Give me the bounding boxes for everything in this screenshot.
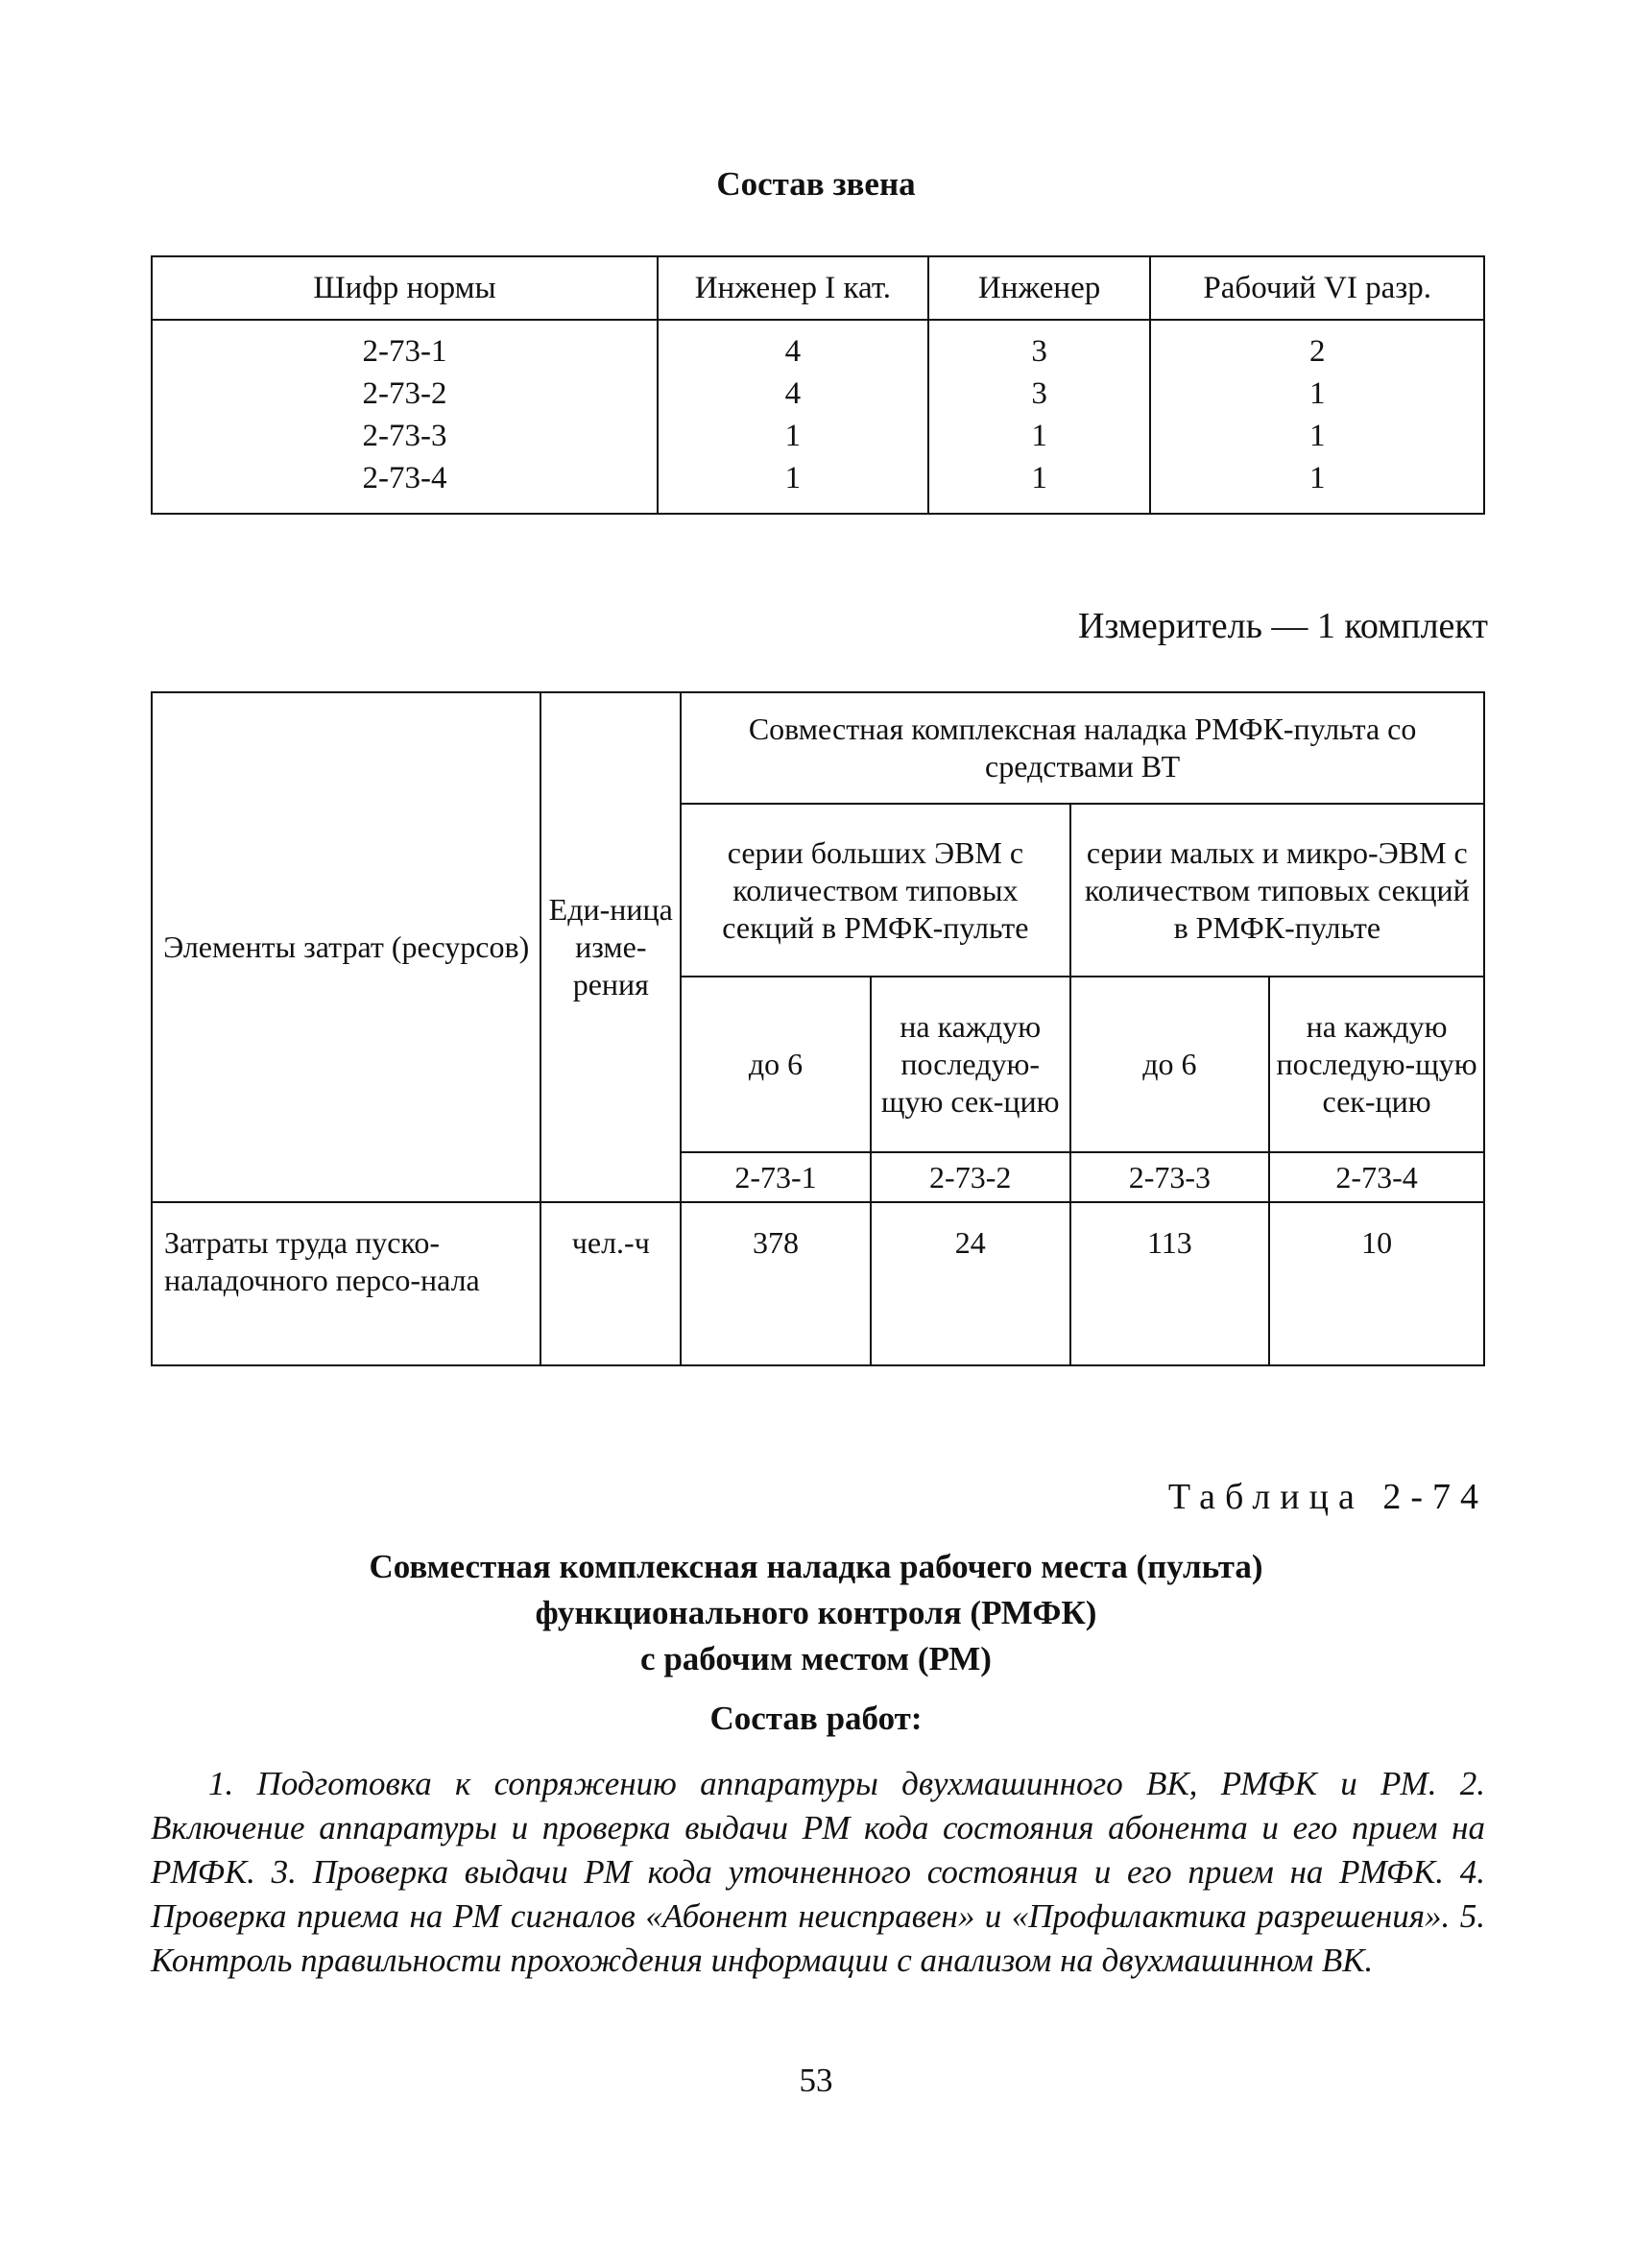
crew-value: 1 bbox=[784, 419, 802, 453]
table-number: Таблица 2-74 bbox=[1167, 1477, 1488, 1517]
crew-value: 1 bbox=[1031, 419, 1047, 453]
works-description: 1. Подготовка к сопряжению аппаратуры двухмашинного ВК, РМФК и РМ. 2. Включение аппаратуры и проверка выдачи РМ кода состояния абонента и его прием на РМФК. 3. Проверка выдачи РМ кода уточненного состояния и его прием на РМФК. 4. Проверка приема на РМ сигналов «Абонент неисправен» и «Профилактика разрешения». 5. Контроль правильности прохождения информации с анализом на двухмашинном ВК. bbox=[151, 1765, 1485, 1979]
crew-engineer-1-column bbox=[658, 320, 928, 514]
crew-value: 1 bbox=[784, 461, 802, 495]
crew-code: 2-73-2 bbox=[362, 376, 447, 411]
table-title-line: с рабочим местом (РМ) bbox=[640, 1640, 992, 1677]
cost-table bbox=[151, 691, 1485, 1366]
cost-code: 2-73-1 bbox=[681, 1152, 871, 1202]
crew-value: 3 bbox=[1031, 334, 1047, 369]
page-number: 53 bbox=[799, 2062, 833, 2099]
cost-subheader-each-next: на каждую последую-щую сек-цию bbox=[871, 977, 1070, 1152]
crew-value: 4 bbox=[784, 376, 802, 411]
crew-engineer-column bbox=[928, 320, 1151, 514]
cost-code: 2-73-3 bbox=[1070, 1152, 1270, 1202]
cost-subheader-small-computers: серии малых и микро-ЭВМ с количеством типовых секций в РМФК-пульте bbox=[1070, 804, 1484, 977]
cost-subheader-up-to-6: до 6 bbox=[681, 977, 871, 1152]
table-title-line: функционального контроля (РМФК) bbox=[535, 1594, 1097, 1631]
crew-title: Состав звена bbox=[716, 165, 916, 203]
cost-code: 2-73-4 bbox=[1269, 1152, 1484, 1202]
crew-value: 1 bbox=[1308, 376, 1326, 411]
crew-header-engineer: Инженер bbox=[928, 256, 1151, 320]
cost-header-unit: Еди-ница изме-рения bbox=[540, 692, 681, 1202]
crew-code: 2-73-4 bbox=[362, 461, 447, 495]
cost-row-labor bbox=[152, 1202, 1484, 1365]
cost-row-label: Затраты труда пуско-наладочного персо-нала bbox=[152, 1202, 540, 1365]
crew-header-worker-6: Рабочий VI разр. bbox=[1150, 256, 1484, 320]
crew-value: 4 bbox=[784, 334, 802, 369]
cost-header-group: Совместная комплексная наладка РМФК-пульта со средствами ВТ bbox=[681, 692, 1484, 804]
cost-row-unit: чел.-ч bbox=[540, 1202, 681, 1365]
cost-subheader-large-computers: серии больших ЭВМ с количеством типовых секций в РМФК-пульте bbox=[681, 804, 1069, 977]
crew-value: 1 bbox=[1031, 461, 1047, 495]
crew-value: 1 bbox=[1308, 419, 1326, 453]
cost-subheader-each-next: на каждую последую-щую сек-цию bbox=[1269, 977, 1484, 1152]
cost-row-value: 24 bbox=[871, 1202, 1070, 1365]
cost-row-value: 378 bbox=[681, 1202, 871, 1365]
cost-subheader-up-to-6: до 6 bbox=[1070, 977, 1270, 1152]
table-title bbox=[0, 1544, 1632, 1682]
crew-codes-column bbox=[152, 320, 658, 514]
works-title: Состав работ: bbox=[709, 1700, 923, 1737]
cost-header-elements: Элементы затрат (ресурсов) bbox=[152, 692, 540, 1202]
crew-value: 1 bbox=[1308, 461, 1326, 495]
crew-code: 2-73-3 bbox=[362, 419, 447, 453]
crew-header-engineer-1: Инженер I кат. bbox=[658, 256, 928, 320]
crew-value: 2 bbox=[1308, 334, 1326, 369]
crew-value: 3 bbox=[1031, 376, 1047, 411]
table-title-line: Совместная комплексная наладка рабочего места (пульта) bbox=[369, 1548, 1263, 1585]
cost-row-value: 10 bbox=[1269, 1202, 1484, 1365]
crew-worker-column bbox=[1150, 320, 1484, 514]
crew-header-code: Шифр нормы bbox=[152, 256, 658, 320]
crew-header-row bbox=[152, 256, 1484, 320]
cost-code: 2-73-2 bbox=[871, 1152, 1070, 1202]
measure-unit: Измеритель — 1 комплект bbox=[1077, 606, 1488, 646]
cost-row-value: 113 bbox=[1070, 1202, 1270, 1365]
crew-body bbox=[152, 320, 1484, 514]
crew-table bbox=[151, 255, 1485, 515]
crew-code: 2-73-1 bbox=[362, 334, 447, 369]
